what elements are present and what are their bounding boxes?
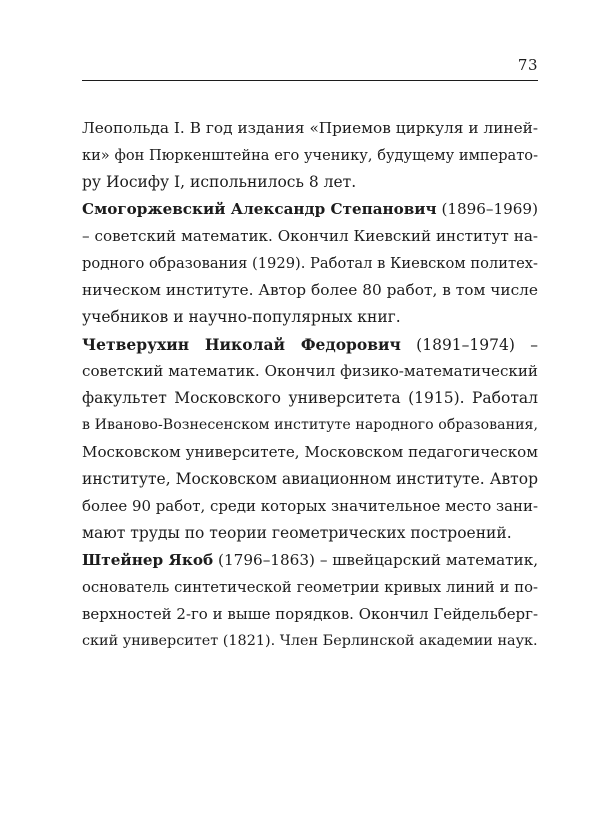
life-dates: (1891–1974) – [416,336,538,354]
person-name: Четверухин Николай Федорович [82,335,401,354]
text-line: родного образования (1929). Работал в Киевском политех- [82,255,538,272]
entry-heading-line [82,196,538,223]
text-line: ский университет (1821). Член Берлинской академии наук. [82,633,538,649]
text-line: основатель синтетической геометрии кривых линий и по- [82,579,538,596]
text-line: ническом институте. Автор более 80 работ, в том числе [82,281,538,299]
paragraph-continuation [82,115,538,196]
text-line: Леопольда I. В год издания «Приемов циркуля и линей- [82,119,538,137]
text-line: более 90 работ, среди которых значительное место зани- [82,497,538,515]
text-line: учебников и научно-популярных книг. [82,308,401,326]
text-line: ки» фон Пюркенштейна его ученику, будущему императо- [82,147,538,164]
text-line: в Иваново-Вознесенском институте народного образования, [82,417,538,433]
text-line: факультет Московского университета (1915). Работал [82,389,538,407]
entry-heading-line [82,331,538,358]
person-name: Штейнер Якоб [82,551,214,569]
page-number: 73 [517,56,538,74]
biography-entry [82,547,538,655]
text-line: верхностей 2-го и выше порядков. Окончил Гейдельберг- [82,605,538,623]
text-line: мают труды по теории геометрических построений. [82,524,512,542]
entry-heading-line [82,547,538,574]
text-line: институте, Московском авиационном институте. Автор [82,470,538,488]
text-line: советский математик. Окончил физико-математический [82,362,538,380]
header-rule [82,80,538,81]
text-line: ру Иосифу I, испольнилось 8 лет. [82,173,357,191]
life-dates: (1796–1863) – швейцарский математик, [218,551,539,569]
life-dates: (1896–1969) [441,200,538,218]
text-line: Московском университете, Московском педагогическом [82,443,538,461]
body-text [82,115,538,655]
biography-entry [82,196,538,331]
person-name: Смогоржевский Александр Степанович [82,200,437,218]
text-line: – советский математик. Окончил Киевский институт на- [82,227,538,245]
biography-entry [82,331,538,547]
